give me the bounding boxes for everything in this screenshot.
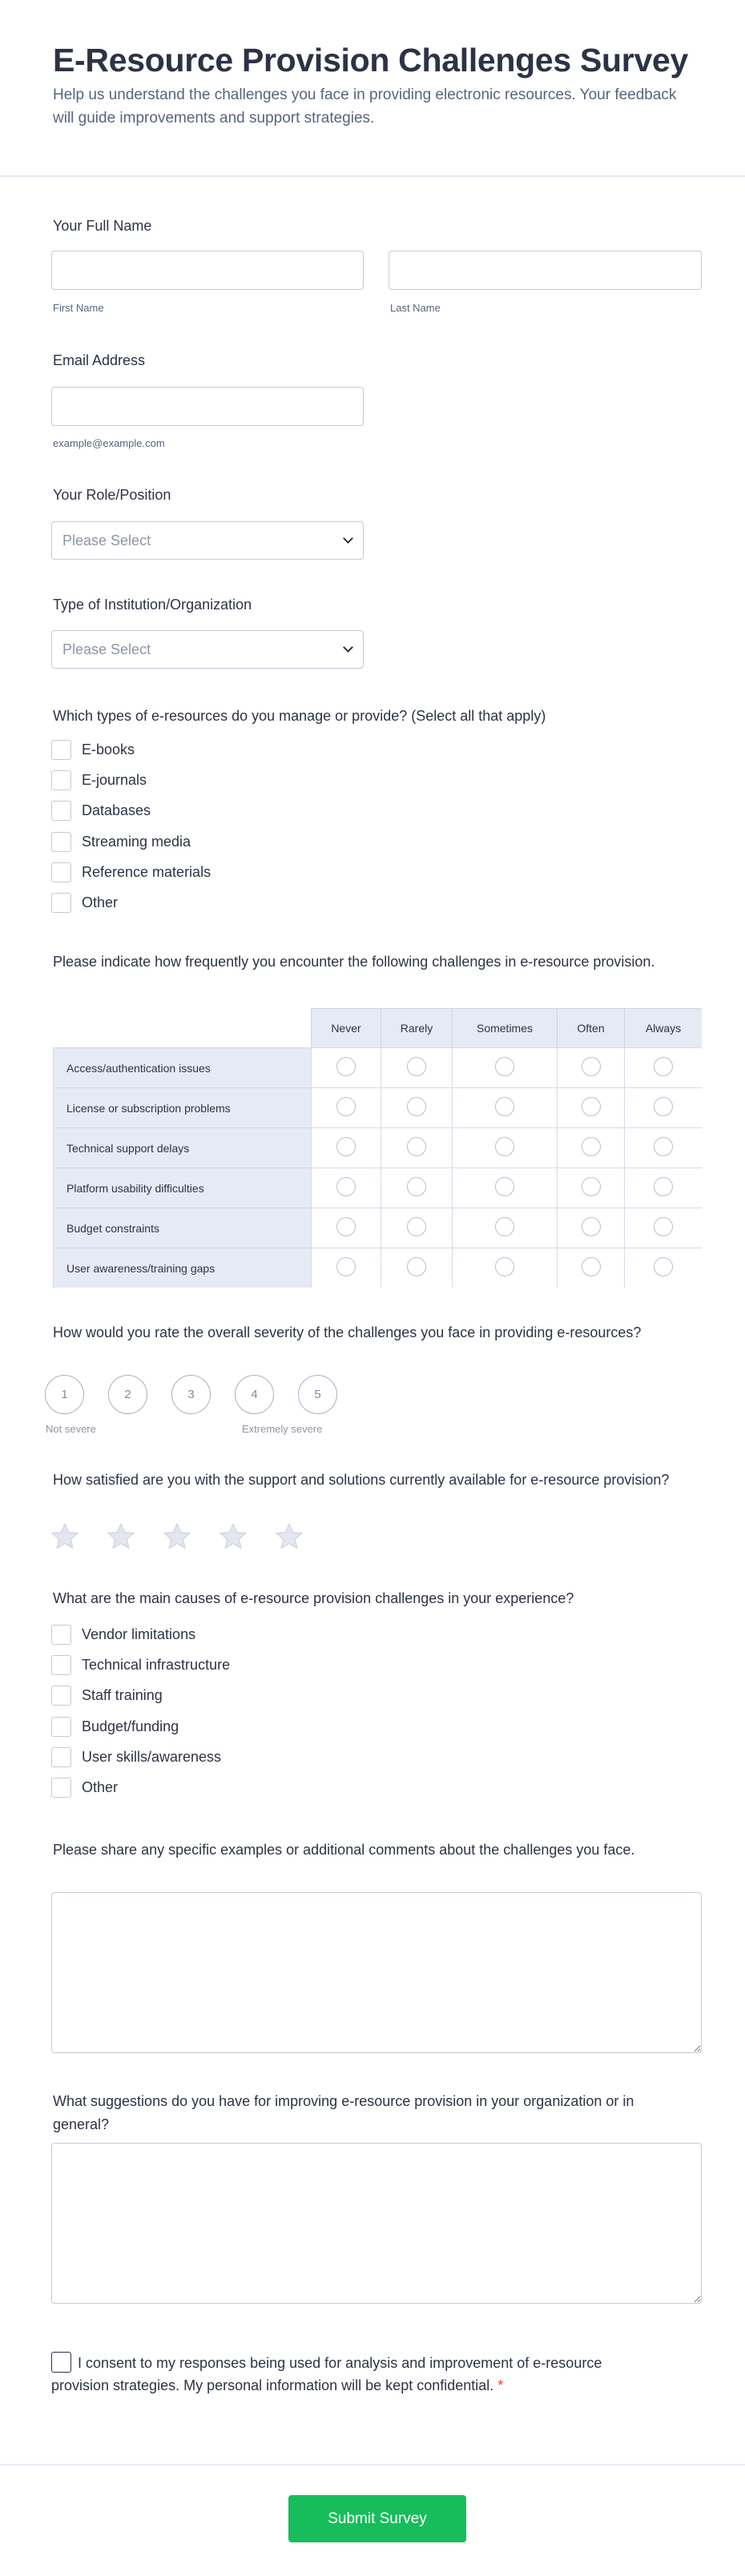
matrix-column-header: Sometimes [452,1008,557,1047]
star-icon[interactable] [274,1521,304,1552]
radio-button[interactable] [336,1217,356,1236]
scale-max-label: Extremely severe [242,1423,323,1435]
matrix-cell [381,1208,452,1248]
matrix-row [53,1087,702,1127]
first-name-sublabel: First Name [53,302,104,314]
matrix-column-header: Always [624,1008,702,1047]
matrix-cell [311,1127,381,1167]
star-icon[interactable] [162,1521,192,1552]
radio-button[interactable] [582,1057,601,1076]
severity-scale [45,1375,337,1414]
radio-button[interactable] [654,1057,673,1076]
role-select[interactable] [51,521,364,560]
checkbox[interactable] [51,770,71,790]
email-input[interactable] [51,387,364,426]
matrix-cell [381,1248,452,1288]
matrix-row [53,1208,702,1248]
matrix-column-header: Often [557,1008,624,1047]
causes-question: What are the main causes of e-resource provision challenges in your experience? [53,1590,574,1606]
matrix-cell [311,1087,381,1127]
checkbox-label: Reference materials [82,863,211,880]
checkbox[interactable] [51,893,71,913]
matrix-question: Please indicate how frequently you encounter the following challenges in e-resource provision. [53,954,655,970]
suggestions-textarea[interactable] [51,2143,702,2304]
page-title: E-Resource Provision Challenges Survey [53,42,688,78]
radio-button[interactable] [407,1137,426,1156]
matrix-cell [381,1087,452,1127]
matrix-cell [624,1047,702,1087]
matrix-cell [381,1047,452,1087]
role-select-value: Please Select [62,532,151,549]
comments-textarea[interactable] [51,1892,702,2053]
matrix-cell [452,1127,557,1167]
checkbox[interactable] [51,1717,71,1737]
severity-question: How would you rate the overall severity of the challenges you face in providing e-resources? [53,1324,642,1340]
radio-button[interactable] [336,1057,356,1076]
matrix-row-label: Technical support delays [53,1127,311,1167]
star-icon[interactable] [218,1521,248,1552]
checkbox-option[interactable] [51,1711,230,1742]
matrix-cell [381,1127,452,1167]
matrix-column-header: Never [311,1008,381,1047]
matrix-cell [452,1248,557,1288]
matrix-cell [452,1047,557,1087]
matrix-row-label: Budget constraints [53,1208,311,1248]
institution-label: Type of Institution/Organization [53,597,252,613]
radio-button[interactable] [582,1137,601,1156]
matrix-cell [311,1248,381,1288]
email-label: Email Address [53,352,146,368]
matrix-corner [53,1008,311,1047]
matrix-cell [452,1167,557,1208]
last-name-sublabel: Last Name [390,302,441,314]
matrix-cell [624,1087,702,1127]
matrix-row-label: Platform usability difficulties [53,1167,311,1208]
matrix-row [53,1127,702,1167]
consent-text: I consent to my responses being used for analysis and improvement of e-resource provision strategies. My personal information will be kept confidential. [51,2355,602,2393]
matrix-row-label: User awareness/training gaps [53,1248,311,1288]
checkbox-option[interactable] [51,826,211,857]
role-label: Your Role/Position [53,487,171,503]
radio-button[interactable] [654,1177,673,1196]
matrix-cell [557,1167,624,1208]
matrix-cell [557,1248,624,1288]
checkbox[interactable] [51,1655,71,1675]
checkbox-label: Budget/funding [82,1718,179,1734]
radio-button[interactable] [495,1217,514,1236]
radio-button[interactable] [407,1257,426,1276]
checkbox-option[interactable] [51,887,211,918]
frequency-matrix [53,1008,702,1288]
radio-button[interactable] [336,1097,356,1116]
satisfaction-question: How satisfied are you with the support and solutions currently available for e-resource provision? [53,1472,670,1488]
radio-button[interactable] [495,1097,514,1116]
required-asterisk: * [497,2377,504,2393]
star-rating [50,1521,304,1552]
matrix-row-label: Access/authentication issues [53,1047,311,1087]
radio-button[interactable] [407,1217,426,1236]
radio-button[interactable] [495,1177,514,1196]
matrix-cell [624,1248,702,1288]
submit-button[interactable]: Submit Survey [288,2495,466,2542]
radio-button[interactable] [654,1257,673,1276]
radio-button[interactable] [582,1097,601,1116]
scale-option-2[interactable]: 2 [108,1375,147,1414]
matrix-row-label: License or subscription problems [53,1087,311,1127]
matrix-cell [311,1167,381,1208]
radio-button[interactable] [336,1137,356,1156]
radio-button[interactable] [407,1057,426,1076]
scale-option-4[interactable]: 4 [235,1375,274,1414]
consent-checkbox[interactable] [51,2352,71,2373]
checkbox-label: Other [82,894,119,911]
checkbox[interactable] [51,1747,71,1767]
matrix-cell [381,1167,452,1208]
checkbox-option[interactable] [51,1742,230,1772]
suggestions-question: What suggestions do you have for improving e-resource provision in your organization or in general? [53,2093,634,2132]
page-subtitle: Help us understand the challenges you face in providing electronic resources. Your feedback will guide improvements and support strategies. [53,86,677,127]
matrix-cell [452,1087,557,1127]
last-name-input[interactable] [389,251,702,290]
checkbox-option[interactable] [51,1650,230,1680]
scale-option-1[interactable]: 1 [45,1375,84,1414]
checkbox-option[interactable] [51,1619,230,1650]
resources-question: Which types of e-resources do you manage or provide? (Select all that apply) [53,708,546,724]
checkbox-option[interactable] [51,1681,230,1711]
checkbox[interactable] [51,1778,71,1798]
radio-button[interactable] [582,1257,601,1276]
radio-button[interactable] [495,1057,514,1076]
matrix-row [53,1248,702,1288]
footer-divider [0,2464,745,2465]
radio-button[interactable] [582,1217,601,1236]
causes-checkbox-list [51,1619,230,1803]
radio-button[interactable] [654,1097,673,1116]
checkbox-label: Other [82,1779,119,1796]
comments-question: Please share any specific examples or additional comments about the challenges you face. [53,1842,635,1858]
checkbox-label: User skills/awareness [82,1748,222,1765]
radio-button[interactable] [407,1097,426,1116]
scale-option-5[interactable]: 5 [298,1375,337,1414]
scale-min-label: Not severe [46,1423,96,1435]
radio-button[interactable] [336,1257,356,1276]
institution-select-value: Please Select [62,641,151,657]
matrix-cell [311,1047,381,1087]
checkbox[interactable] [51,801,71,821]
radio-button[interactable] [495,1257,514,1276]
checkbox-option[interactable] [51,796,211,826]
matrix-cell [452,1208,557,1248]
checkbox[interactable] [51,862,71,882]
star-icon[interactable] [50,1521,80,1552]
scale-option-3[interactable]: 3 [171,1375,211,1414]
checkbox-label: Vendor limitations [82,1626,196,1642]
star-icon[interactable] [106,1521,136,1552]
chevron-down-icon [343,642,353,653]
checkbox[interactable] [51,832,71,852]
checkbox-label: E-books [82,741,135,758]
matrix-column-header: Rarely [381,1008,452,1047]
institution-select[interactable] [51,630,364,669]
radio-button[interactable] [407,1177,426,1196]
chevron-down-icon [343,533,353,544]
checkbox-label: Staff training [82,1687,163,1704]
radio-button[interactable] [336,1177,356,1196]
checkbox[interactable] [51,1686,71,1706]
radio-button[interactable] [654,1217,673,1236]
checkbox[interactable] [51,1625,71,1645]
radio-button[interactable] [582,1177,601,1196]
header-divider [0,175,745,177]
matrix-cell [311,1208,381,1248]
checkbox-option[interactable] [51,765,211,795]
checkbox-label: E-journals [82,771,147,788]
resources-checkbox-list [51,734,211,918]
matrix-cell [557,1087,624,1127]
radio-button[interactable] [654,1137,673,1156]
matrix-cell [624,1208,702,1248]
checkbox[interactable] [51,740,71,760]
matrix-cell [557,1208,624,1248]
checkbox-option[interactable] [51,734,211,765]
checkbox-label: Streaming media [82,833,191,850]
matrix-cell [624,1127,702,1167]
consent-field [51,2352,628,2397]
checkbox-option[interactable] [51,857,211,887]
matrix-cell [624,1167,702,1208]
matrix-row [53,1047,702,1087]
email-sublabel: example@example.com [53,437,165,449]
checkbox-label: Technical infrastructure [82,1656,231,1673]
radio-button[interactable] [495,1137,514,1156]
checkbox-option[interactable] [51,1772,230,1802]
first-name-input[interactable] [51,251,364,290]
checkbox-label: Databases [82,802,151,819]
matrix-cell [557,1127,624,1167]
matrix-row [53,1167,702,1208]
matrix-cell [557,1047,624,1087]
full-name-label: Your Full Name [53,218,152,234]
